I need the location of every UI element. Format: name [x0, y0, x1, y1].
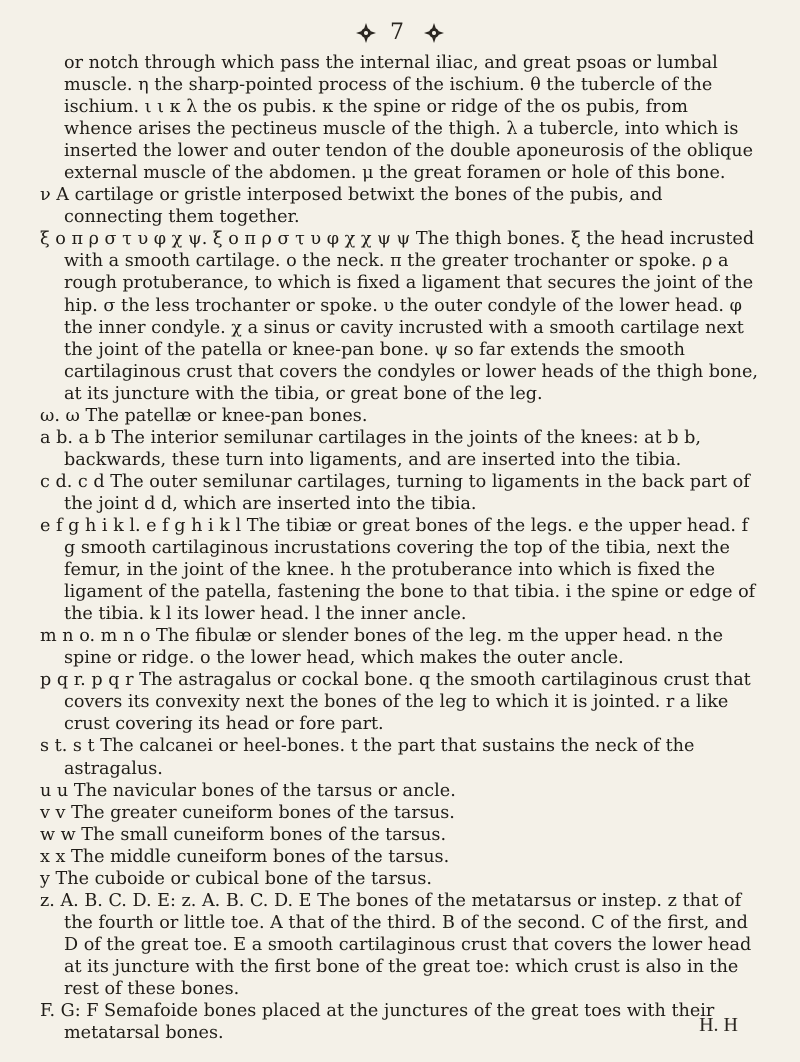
main-text: [40, 52, 760, 1044]
paragraph-outer-semilunar: c d. c d The outer semilunar cartilages, turning to ligaments in the back part of the joint d d, which are inserted into the tibia.: [40, 471, 750, 514]
paragraph-semafoide: F. G: F Semafoide bones placed at the junctures of the great toes with their metatarsal bones.: [40, 1001, 715, 1044]
right-fleuron-ornament: [423, 22, 445, 44]
paragraph-navicular: u u The navicular bones of the tarsus or ancle.: [40, 780, 456, 801]
paragraph-greater-cuneiform: v v The greater cuneiform bones of the tarsus.: [40, 802, 455, 823]
paragraph-thigh-bones: ξ ο π ρ σ τ υ φ χ ψ. ξ ο π ρ σ τ υ φ χ χ ψ ψ The thigh bones. ξ the head incrusted with a smooth cartilage. ο the neck. π the greater trochanter or spoke. ρ a rough protuberance, to which is fixed a ligament that secures the joint of the hip. σ the less trochanter or spoke. υ the outer condyle of the lower head. φ the inner condyle. χ a sinus or cavity incrusted with a smooth cartilage next the joint of the patella or knee-pan bone. ψ so far extends the smooth cartilaginous crust that covers the condyles or lower heads of the thigh bone, at its juncture with the tibia, or great bone of the leg.: [40, 229, 758, 404]
page-header: [0, 20, 800, 45]
paragraph-tibiae: e f g h i k l. e f g h i k l The tibiæ or great bones of the legs. e the upper head. f g smooth cartilaginous incrustations covering the top of the tibia, next the femur, in the joint of the knee. h the protuberance into which is fixed the ligament of the patella, fastening the bone to that tibia. i the spine or edge of the tibia. k l its lower head. l the inner ancle.: [40, 515, 756, 625]
paragraph-metatarsus: z. A. B. C. D. E: z. A. B. C. D. E The bones of the metatarsus or instep. z that of the fourth or little toe. A that of the third. B of the second. C of the first, and D of the great toe. E a smooth cartilaginous crust that covers the lower head at its juncture with the first bone of the great toe: which crust is also in the rest of these bones.: [40, 890, 752, 999]
left-fleuron-ornament: [355, 22, 377, 44]
page-number: 7: [390, 20, 410, 45]
paragraph-middle-cuneiform: x x The middle cuneiform bones of the tarsus.: [40, 846, 450, 867]
paragraph-ischium-pubis: or notch through which pass the internal iliac, and great psoas or lumbal muscle. η the sharp-pointed process of the ischium. θ the tubercle of the ischium. ι ι κ λ the os pubis. κ the spine or ridge of the os pubis, from whence arises the pectineus muscle of the thigh. λ a tubercle, into which is inserted the lower and outer tendon of the double aponeurosis of the oblique external muscle of the abdomen. μ the great foramen or hole of this bone.: [64, 53, 754, 184]
paragraph-calcanei: s t. s t The calcanei or heel-bones. t the part that sustains the neck of the astragalus.: [40, 736, 695, 779]
paragraph-astragalus: p q r. p q r The astragalus or cockal bone. q the smooth cartilaginous crust that covers its convexity next the bones of the leg to which it is jointed. r a like crust covering its head or fore part.: [40, 670, 751, 735]
catchword: H. H: [699, 1014, 738, 1036]
paragraph-interior-semilunar: a b. a b The interior semilunar cartilages in the joints of the knees: at b b, backwards, these turn into ligaments, and are inserted into the tibia.: [40, 427, 701, 470]
paragraph-small-cuneiform: w w The small cuneiform bones of the tarsus.: [40, 824, 447, 845]
paragraph-pubis-cartilage: ν A cartilage or gristle interposed betwixt the bones of the pubis, and connecting them together.: [40, 185, 663, 228]
paragraph-patellae: ω. ω The patellæ or knee-pan bones.: [40, 405, 368, 426]
paragraph-cuboide: y The cuboide or cubical bone of the tarsus.: [40, 868, 433, 889]
paragraph-fibulae: m n o. m n o The fibulæ or slender bones of the leg. m the upper head. n the spine or ridge. o the lower head, which makes the outer ancle.: [40, 626, 724, 669]
